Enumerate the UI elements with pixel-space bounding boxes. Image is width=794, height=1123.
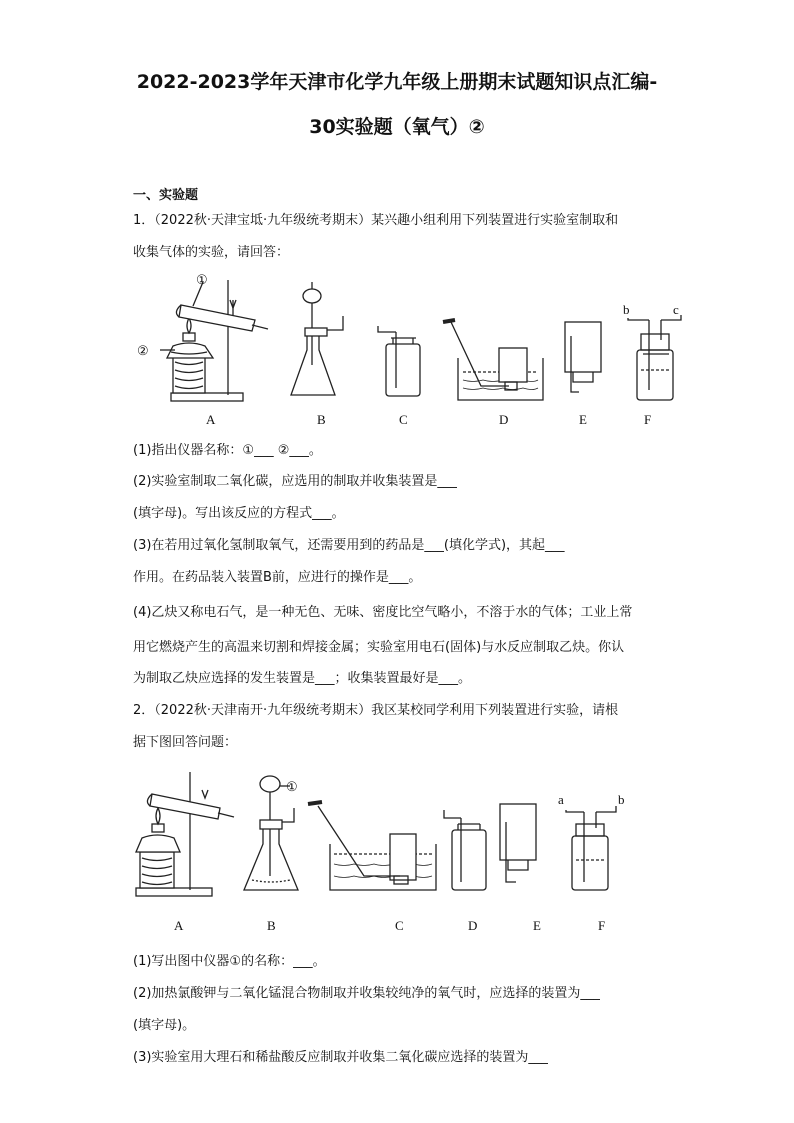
q1-callout-1: ①: [196, 272, 208, 287]
q1-part-1: (1)指出仪器名称：①___ ②___。: [133, 443, 322, 458]
page-title-line-2: 30实验题（氧气）②: [309, 116, 485, 138]
q1-stem-line-1: 1．（2022秋·天津宝坻·九年级统考期末）某兴趣小组利用下列装置进行实验室制取和: [133, 213, 619, 228]
q1-part-4-line-1: (4)乙炔又称电石气，是一种无色、无味、密度比空气略小，不溶于水的气体；工业上常: [133, 605, 633, 620]
q2-port-a: a: [558, 792, 564, 807]
q1-label-d: D: [499, 412, 509, 427]
q1-part-4-line-3: 为制取乙炔应选择的发生装置是___；收集装置最好是___。: [133, 671, 472, 686]
section-heading: 一、实验题: [133, 188, 199, 203]
q2-stem-line-2: 据下图回答问题：: [133, 735, 238, 750]
apparatus-f: [628, 315, 681, 400]
q1-stem-line-2: 收集气体的实验，请回答：: [133, 245, 290, 260]
q2-callout-1: ①: [286, 779, 298, 794]
apparatus-c: [308, 802, 436, 890]
q1-label-a: A: [206, 412, 216, 427]
q2-port-b: b: [618, 792, 625, 807]
apparatus-e: [565, 322, 601, 392]
apparatus-f: [566, 806, 616, 890]
apparatus-a: [160, 280, 268, 401]
q1-part-3-line-1: (3)在若用过氧化氢制取氧气，还需要用到的药品是___(填化学式)，其起___: [133, 538, 565, 553]
q1-port-c: c: [673, 302, 679, 317]
page-title-line-1: 2022-2023学年天津市化学九年级上册期末试题知识点汇编-: [136, 71, 658, 93]
q1-callout-2: ②: [137, 343, 149, 358]
q1-label-c: C: [399, 412, 408, 427]
q1-label-b: B: [317, 412, 326, 427]
apparatus-d: [444, 810, 486, 890]
q1-label-f: F: [644, 412, 652, 427]
q2-label-a: A: [174, 918, 184, 933]
q1-part-2-line-2: (填字母)。写出该反应的方程式___。: [133, 506, 345, 521]
q2-stem-line-1: 2．（2022秋·天津南开·九年级统考期末）我区某校同学利用下列装置进行实验，请根: [133, 703, 619, 718]
q2-label-f: F: [598, 918, 606, 933]
q1-part-3-line-2: 作用。在药品装入装置B前，应进行的操作是___。: [133, 570, 422, 585]
apparatus-c: [378, 326, 420, 396]
q2-label-d: D: [468, 918, 478, 933]
q1-part-2-line-1: (2)实验室制取二氧化碳，应选用的制取并收集装置是___: [133, 474, 457, 489]
q1-label-e: E: [579, 412, 587, 427]
q2-part-2-line-1: (2)加热氯酸钾与二氧化锰混合物制取并收集较纯净的氧气时，应选择的装置为___: [133, 986, 600, 1001]
apparatus-b: [291, 282, 343, 395]
q2-label-b: B: [267, 918, 276, 933]
apparatus-e: [500, 804, 536, 882]
q1-port-b: b: [623, 302, 630, 317]
q1-part-4-line-2: 用它燃烧产生的高温来切割和焊接金属；实验室用电石(固体)与水反应制取乙炔。你认: [133, 640, 625, 655]
apparatus-a: [136, 772, 234, 896]
apparatus-d: [443, 320, 543, 400]
q2-label-e: E: [533, 918, 541, 933]
q1-apparatus-figure: [133, 270, 693, 435]
q2-part-2-line-2: (填字母)。: [133, 1018, 196, 1033]
q2-part-1: (1)写出图中仪器①的名称：___。: [133, 954, 326, 969]
q2-apparatus-figure: [128, 764, 648, 939]
q2-label-c: C: [395, 918, 404, 933]
q2-part-3-line-1: (3)实验室用大理石和稀盐酸反应制取并收集二氧化碳应选择的装置为___: [133, 1050, 548, 1065]
